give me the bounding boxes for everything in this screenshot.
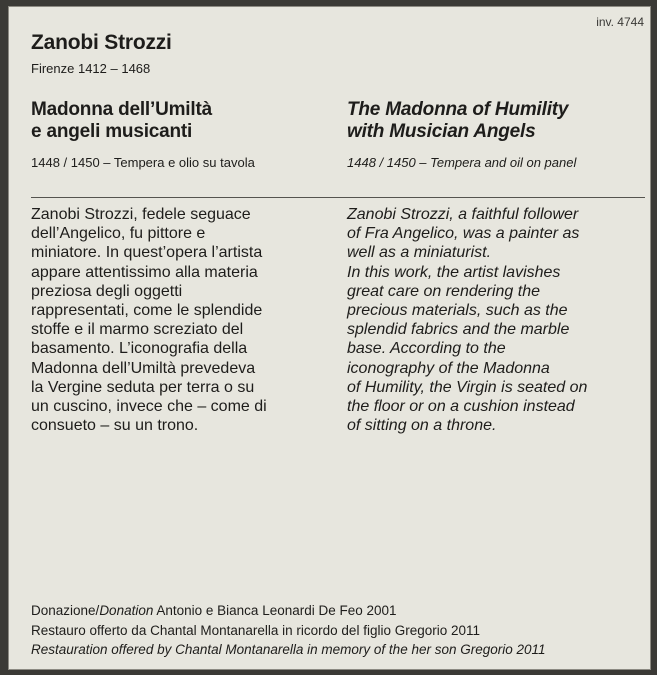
description-line: great care on rendering the — [347, 282, 541, 300]
description-line: un cuscino, invece che – come di — [31, 398, 267, 416]
description-line: rappresentati, come le splendide — [31, 302, 263, 320]
description-line: preziosa degli oggetti — [31, 282, 183, 300]
artwork-title-english — [347, 99, 647, 143]
description-line: of sitting on a throne. — [347, 417, 497, 435]
technique-english: 1448 / 1450 – Tempera and oil on panel — [347, 155, 577, 170]
restoration-credit-italian: Restauro offerto da Chantal Montanarella in ricordo del figlio Gregorio 2011 — [31, 622, 481, 638]
title-en-line: with Musician Angels — [347, 121, 536, 142]
description-line: of Fra Angelico, was a painter as — [347, 225, 580, 243]
credits-block — [31, 601, 546, 660]
donation-label-it: Donazione/ — [31, 603, 100, 618]
description-line: basamento. L’iconografia della — [31, 340, 248, 358]
description-line: splendid fabrics and the marble — [347, 321, 570, 339]
artist-dates: Firenze 1412 – 1468 — [31, 61, 151, 76]
description-english — [347, 205, 647, 435]
description-line: stoffe e il marmo screziato del — [31, 321, 244, 339]
description-line: iconography of the Madonna — [347, 359, 550, 377]
artist-name: Zanobi Strozzi — [31, 31, 172, 54]
description-line: precious materials, such as the — [347, 302, 568, 320]
title-it-line: e angeli musicanti — [31, 121, 193, 142]
description-line: miniatore. In quest’opera l’artista — [31, 244, 263, 262]
divider-rule — [31, 197, 645, 198]
restoration-credit-english: Restauration offered by Chantal Montanarella in memory of the her son Gregorio 2011 — [31, 642, 546, 657]
description-line: the floor or on a cushion instead — [347, 398, 575, 416]
description-line: well as a miniaturist. — [347, 244, 492, 262]
description-line: appare attentissimo alla materia — [31, 263, 258, 281]
description-line: dell’Angelico, fu pittore e — [31, 225, 206, 243]
artwork-title-italian — [31, 99, 331, 143]
description-italian — [31, 205, 331, 435]
technique-italian: 1448 / 1450 – Tempera e olio su tavola — [31, 155, 255, 170]
description-line: of Humility, the Virgin is seated on — [347, 378, 588, 396]
museum-placard — [8, 6, 651, 670]
description-line: base. According to the — [347, 340, 506, 358]
donor-names: Antonio e Bianca Leonardi De Feo 2001 — [153, 603, 397, 618]
description-line: In this work, the artist lavishes — [347, 263, 561, 281]
donation-label-en: Donation — [99, 603, 154, 618]
description-line: la Vergine seduta per terra o su — [31, 378, 255, 396]
description-line: consueto – su un trono. — [31, 417, 199, 435]
title-en-line: The Madonna of Humility — [347, 99, 569, 120]
description-line: Zanobi Strozzi, a faithful follower — [347, 206, 579, 223]
inventory-number: inv. 4744 — [596, 15, 644, 29]
donation-credit — [31, 601, 546, 621]
title-it-line: Madonna dell’Umiltà — [31, 99, 212, 120]
description-line: Zanobi Strozzi, fedele seguace — [31, 206, 251, 223]
description-line: Madonna dell’Umiltà prevedeva — [31, 359, 256, 377]
